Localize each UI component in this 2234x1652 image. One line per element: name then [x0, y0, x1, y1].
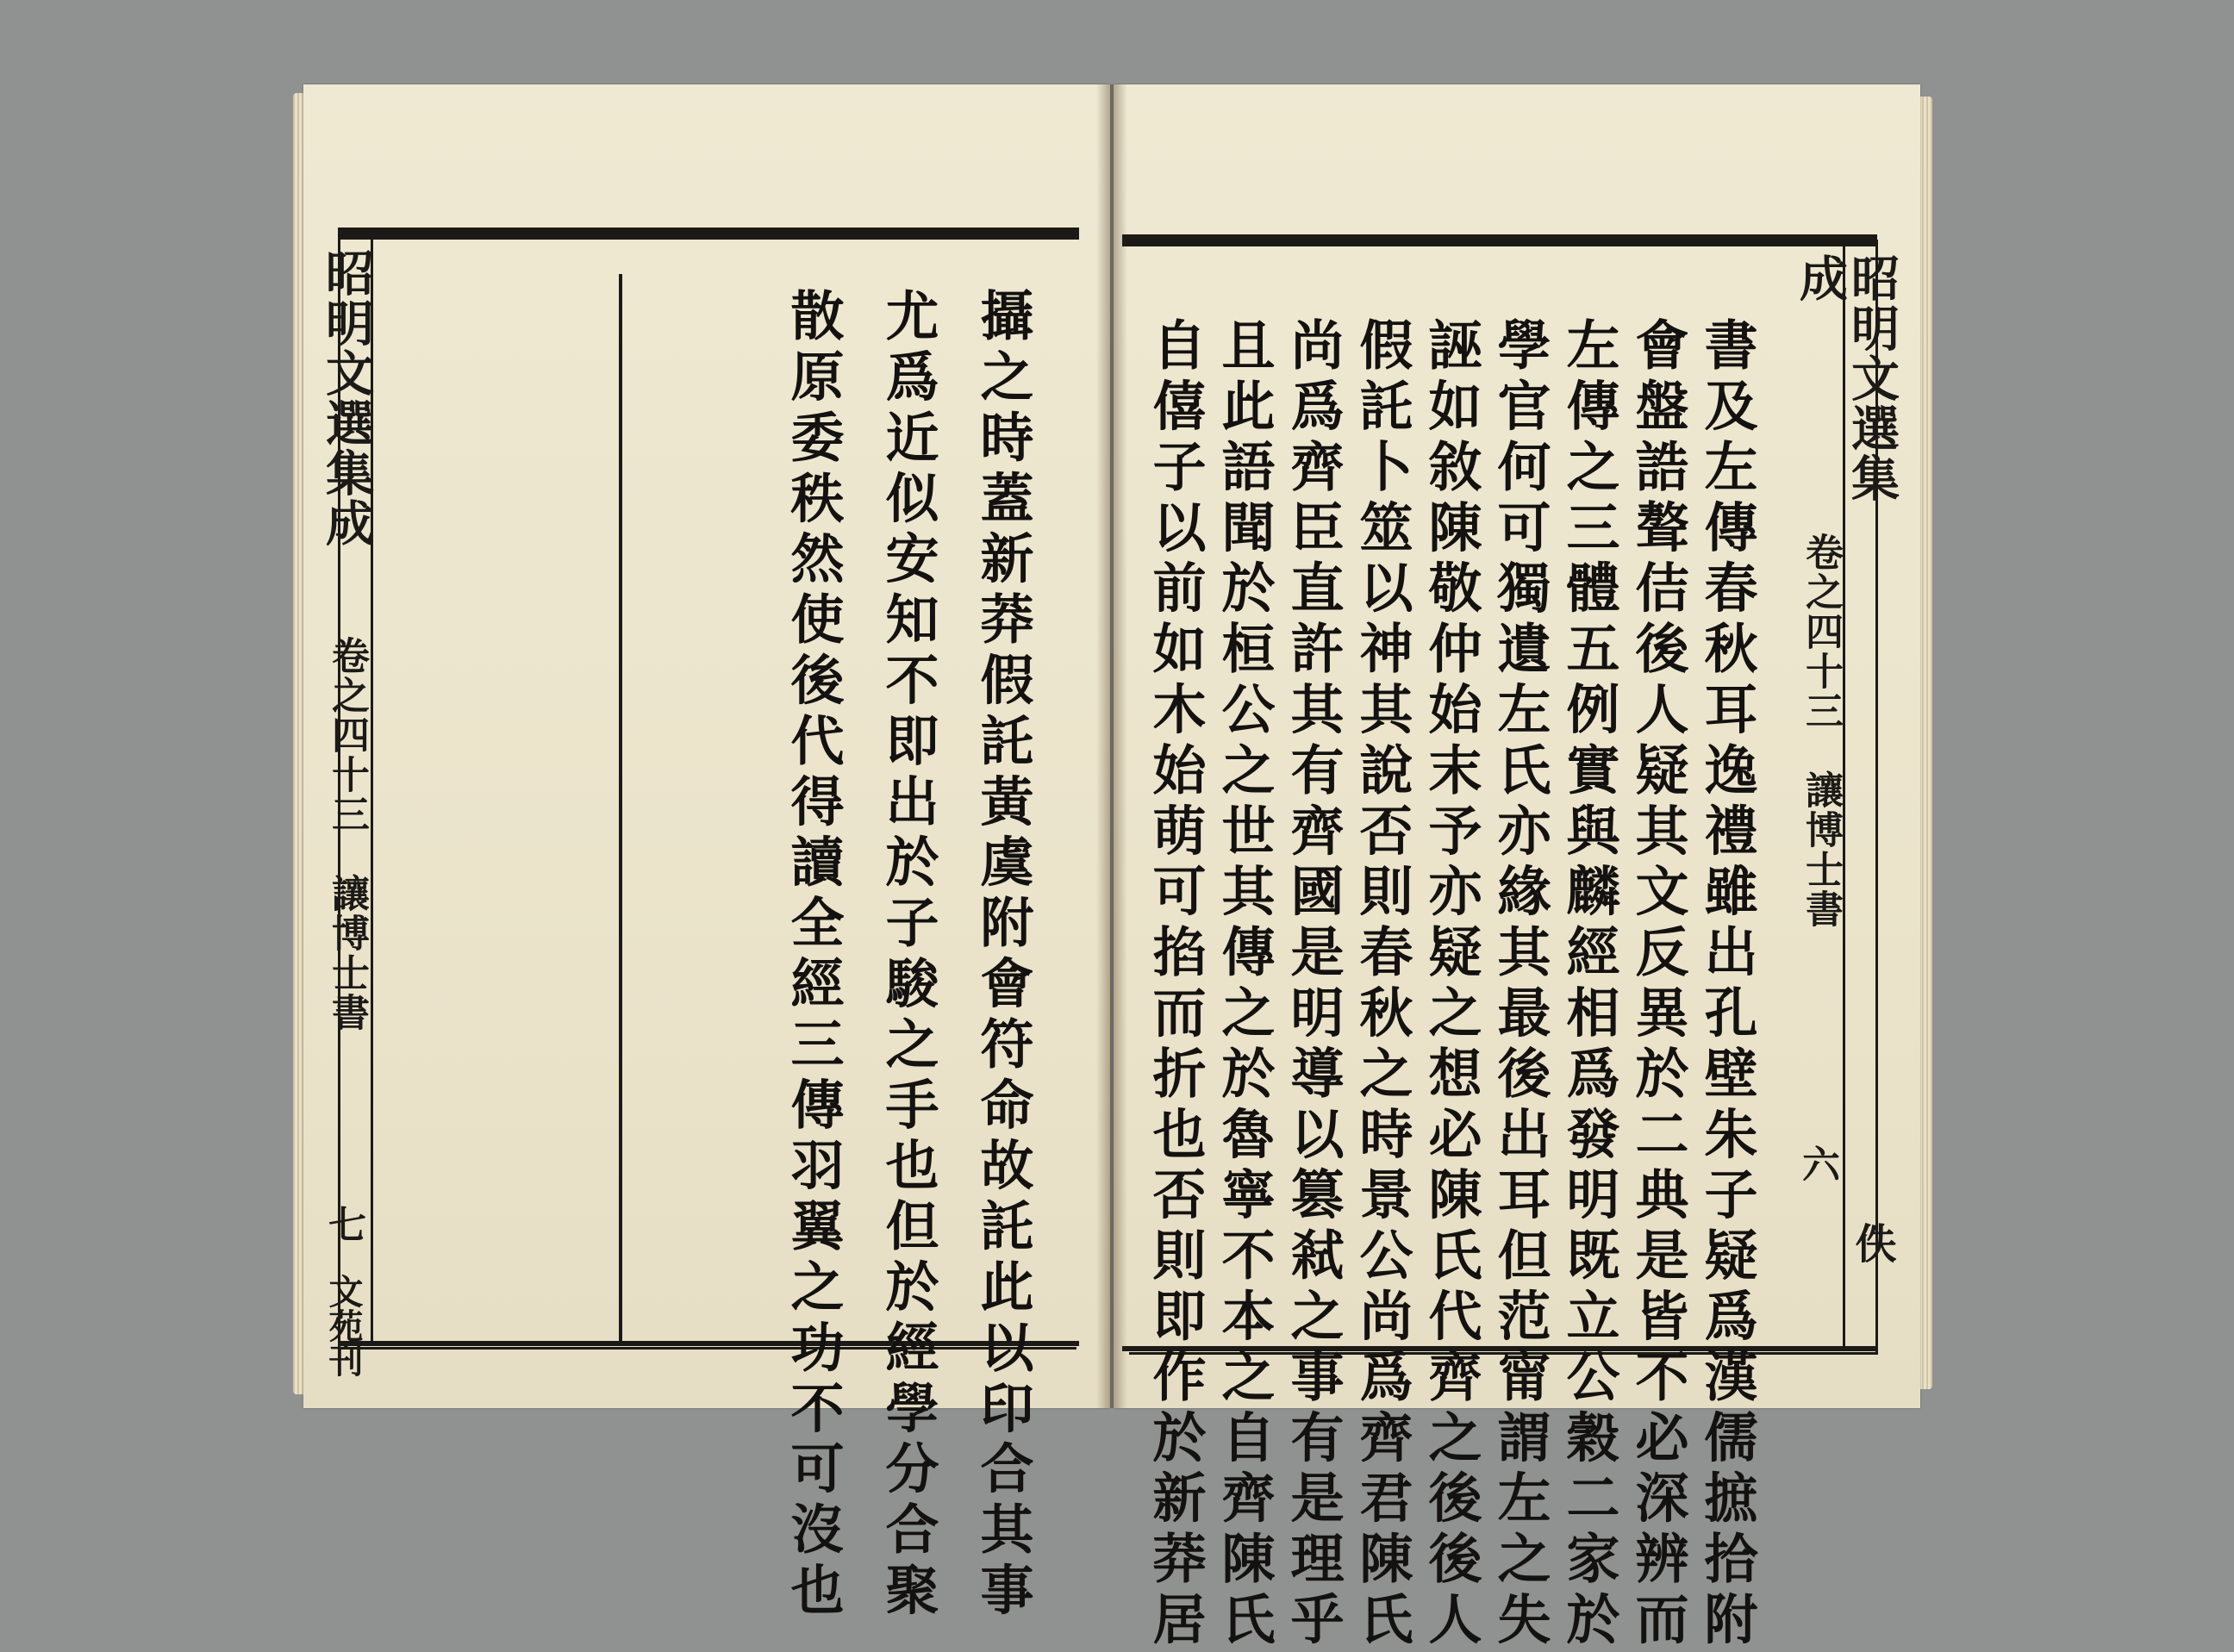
left-volume-strip: 卷之四十三 讓博士書	[325, 636, 369, 1032]
book-gutter	[1096, 84, 1127, 1408]
left-column-rule	[619, 274, 622, 1343]
right-top-border	[1122, 234, 1877, 246]
right-text-column-9: 自僖子以前如木始萌可掐而折也否則即作於新莽居	[1144, 317, 1207, 1652]
left-bottom-border	[338, 1341, 1079, 1346]
left-title-strip: 昭明文選集成	[318, 248, 375, 548]
left-folio: 七	[321, 1205, 365, 1243]
right-text-column-2: 會盤誥聱佶後人疑其文反異於二典是皆不必深辨而	[1626, 317, 1689, 1652]
left-publisher: 文苑刊	[323, 1274, 364, 1377]
show-through-text	[674, 291, 740, 346]
left-text-column-2: 尤爲近似安知不即出於子駿之手也但於經學分合聚	[877, 288, 939, 1623]
left-top-border	[338, 228, 1079, 240]
right-text-column-5: 誣如敘陳敬仲始末予亦疑之想必陳氏代齊之後後人	[1420, 317, 1482, 1652]
left-page	[303, 84, 1110, 1623]
right-text-column-7: 尚爲齊臣直許其有齊國是明導以篡弒之事有是理乎	[1282, 317, 1345, 1652]
right-page	[1114, 84, 1920, 1652]
right-text-column-6: 假託卜筮以神其說否則春秋之時景公尚爲齊君陳氏	[1351, 317, 1413, 1652]
right-column-header: 佚	[1848, 1222, 1896, 1263]
right-text-column-1: 書及左傳春秋耳逸禮雖出孔壁朱子疑爲漢儒摭拾附	[1695, 317, 1758, 1652]
right-text-column-8: 且此語聞於桓公之世其傳之於魯寧不本之自齊陳氏	[1213, 317, 1276, 1652]
open-book	[303, 84, 1920, 1652]
right-text-column-4: 學官何可獨遺左氏亦緣其最後出耳但范甯謂左之失	[1488, 317, 1551, 1652]
right-title-strip: 昭明文選集成	[1792, 253, 1900, 503]
left-text-column-3: 散原委秩然使後代得讀全經三傳羽翼之功不可沒也	[782, 288, 845, 1623]
right-text-column-3: 左傳之三體五例實與麟經相爲發明既立公穀二家於	[1557, 317, 1620, 1652]
right-folio: 六	[1795, 1144, 1839, 1182]
right-volume-strip: 卷之四十三 讓博士書	[1799, 533, 1843, 929]
left-text-column-1: 攝之時蓋新莽假託黃虞附會符命故託此以印合其事	[971, 288, 1034, 1623]
